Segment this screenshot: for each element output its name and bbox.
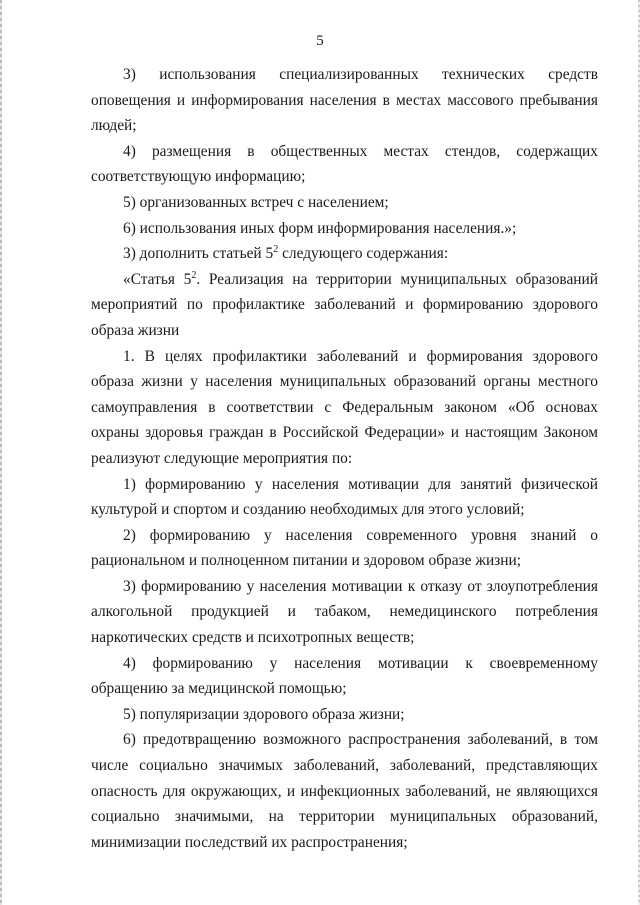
document-body bbox=[91, 62, 598, 855]
paragraph-item-3: 3) использования специализированных технических средств оповещения и информирования населения в местах массового пребывания людей; bbox=[91, 66, 598, 135]
measure-item-3: 3) формированию у населения мотивации к отказу от злоупотребления алкогольной продукцией и табаком, немедицинского потребления наркотических средств и психотропных веществ; bbox=[91, 577, 598, 647]
superscript: 2 bbox=[273, 244, 279, 256]
article-clause-1: 1. В целях профилактики заболеваний и формирования здорового образа жизни у населения муниципальных образований органы местного самоуправления в соответствии с Федеральным законом «Об основах охраны здоровья граждан в Российской Федерации» и настоящим Законом реализуют следующие мероприятия по: bbox=[91, 347, 598, 467]
article-heading bbox=[91, 267, 598, 344]
paragraph-amendment-3 bbox=[91, 241, 598, 267]
article-heading-start: «Статья 5 bbox=[123, 270, 192, 288]
measure-item-5: 5) популяризации здорового образа жизни; bbox=[123, 705, 405, 723]
paragraph-item-4: 4) размещения в общественных местах стендов, содержащих соответствующую информацию; bbox=[91, 142, 598, 186]
amendment-text-start: 3) дополнить статьей 5 bbox=[123, 245, 274, 263]
measure-item-2: 2) формированию у населения современного уровня знаний о рациональном и полноценном питании и здоровом образе жизни; bbox=[91, 526, 598, 570]
superscript: 2 bbox=[191, 269, 197, 281]
paragraph-item-5: 5) организованных встреч с населением; bbox=[123, 193, 389, 211]
measure-item-4: 4) формированию у населения мотивации к своевременному обращению за медицинской помощью; bbox=[91, 654, 598, 698]
scan-edge-left bbox=[0, 0, 2, 905]
amendment-text-end: следующего содержания: bbox=[282, 245, 449, 263]
paragraph-item-6: 6) использования иных форм информирования населения.»; bbox=[123, 219, 517, 237]
measure-item-6: 6) предотвращению возможного распространения заболеваний, в том числе социально значимых заболеваний, заболеваний, представляющих опасность для окружающих, и инфекционных заболеваний, не являющихся социально значимыми, на территории муниципальных образований, минимизации последствий их распространения; bbox=[91, 731, 598, 851]
article-heading-rest: . Реализация на территории муниципальных образований мероприятий по профилактике заболеваний и формированию здорового образа жизни bbox=[91, 270, 598, 339]
measure-item-1: 1) формированию у населения мотивации для занятий физической культурой и спортом и созданию необходимых для этого условий; bbox=[91, 475, 598, 519]
page-number: 5 bbox=[316, 33, 324, 49]
